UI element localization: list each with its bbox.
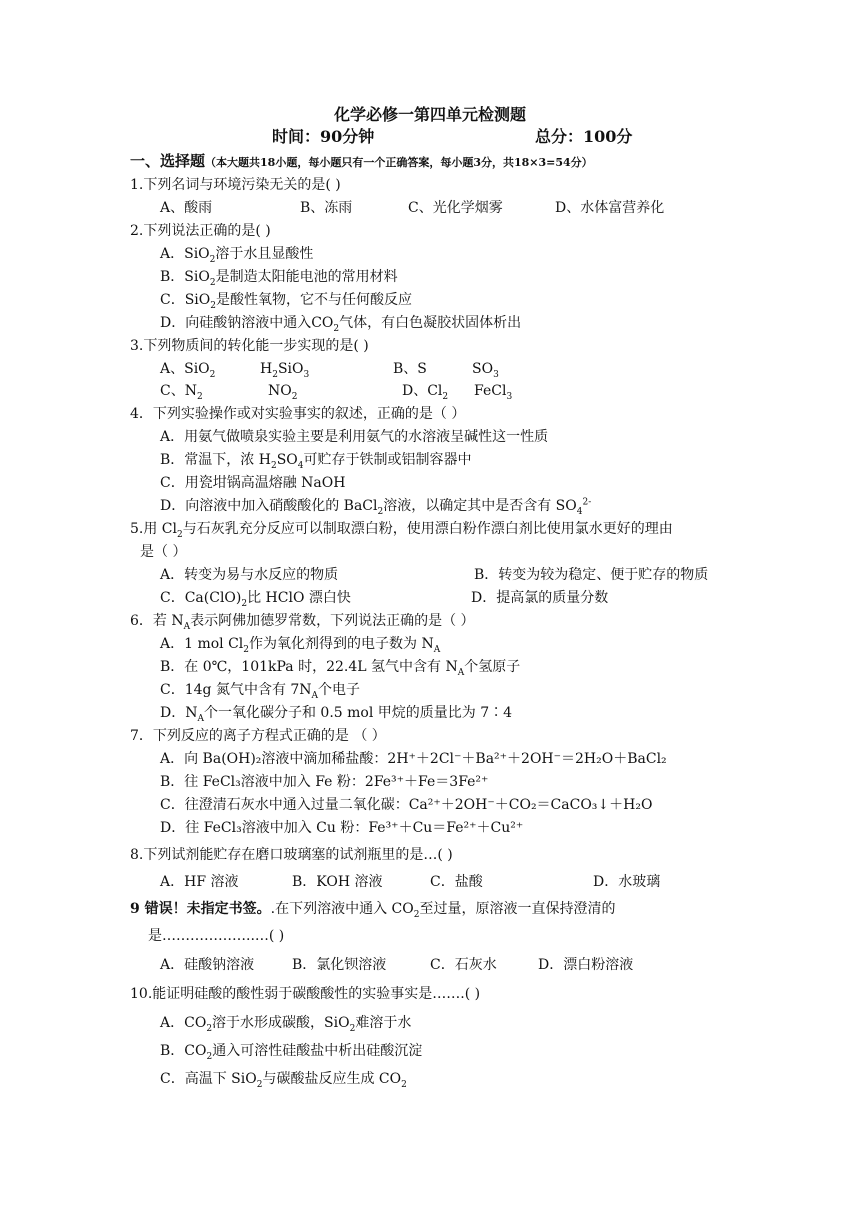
exam-time: 时间：90分钟 — [272, 127, 375, 146]
q3-option-c-to: $NO_2$ — [268, 383, 298, 402]
q9-option-c: C．石灰水 — [430, 957, 497, 973]
question-6-stem: 6．若 $N_A$表示阿佛加德罗常数，下列说法正确的是（ ） — [130, 613, 475, 632]
q9-option-a: A．硅酸钠溶液 — [160, 957, 255, 973]
q3-option-c-from: C、$N_2$ — [160, 383, 203, 402]
q3-option-a-to: $H_2SiO_3$ — [260, 361, 310, 380]
q6-option-b: B．在 0℃，101kPa 时，22.4L 氢气中含有 $N_A$个氢原子 — [160, 659, 521, 678]
question-7-stem: 7．下列反应的离子方程式正确的是 （ ） — [130, 728, 386, 744]
q7-option-d: D．往 FeCl₃溶液中加入 Cu 粉：Fe³⁺＋Cu＝Fe²⁺＋Cu²⁺ — [160, 820, 524, 836]
q1-option-d: D、水体富营养化 — [555, 200, 665, 216]
q7-option-a: A．向 Ba(OH)₂溶液中滴加稀盐酸：2H⁺＋2Cl⁻＋Ba²⁺＋2OH⁻＝2H₂O＋BaCl₂ — [160, 751, 667, 767]
question-5-stem-cont: 是（ ） — [140, 544, 187, 560]
q4-option-c: C．用瓷坩锅高温熔融 NaOH — [160, 475, 346, 491]
page-title: 化学必修一第四单元检测题 — [333, 105, 526, 124]
q3-option-d-to: FeCl$_3$ — [474, 383, 513, 402]
question-8-stem: 8.下列试剂能贮存在磨口玻璃塞的试剂瓶里的是…( ) — [130, 847, 453, 863]
q8-option-b: B．KOH 溶液 — [292, 874, 383, 890]
q10-option-a: A．$CO_2$溶于水形成碳酸，SiO$_2$难溶于水 — [160, 1015, 412, 1034]
q3-option-b-from: B、S — [393, 361, 427, 377]
q3-option-d-from: D、$Cl_2$ — [402, 383, 449, 402]
section-note: （本大题共18小题，每小题只有一个正确答案，每小题3分，共18×3=54分） — [205, 156, 593, 169]
question-10-stem: 10.能证明硅酸的酸性弱于碳酸酸性的实验事实是…….( ) — [130, 986, 481, 1002]
question-1-stem: 1.下列名词与环境污染无关的是( ) — [130, 177, 341, 193]
q3-option-b-to: $SO_3$ — [472, 361, 499, 380]
q3-option-a-from: A、SiO$_2$ — [160, 361, 216, 380]
q5-option-b: B．转变为较为稳定、便于贮存的物质 — [474, 567, 709, 583]
question-2-stem: 2.下列说法正确的是( ) — [130, 223, 271, 239]
q6-option-c: C．14g 氮气中含有 $7N_A$个电子 — [160, 682, 361, 701]
q10-option-b: B．$CO_2$通入可溶性硅酸盐中析出硅酸沉淀 — [160, 1043, 423, 1062]
q2-option-c: C．SiO$_2$是酸性氧物，它不与任何酸反应 — [160, 292, 412, 311]
q4-option-a: A．用氨气做喷泉实验主要是利用氨气的水溶液呈碱性这一性质 — [160, 429, 549, 445]
q4-option-b: B．常温下，浓 $H_2SO_4$可贮存于铁制或铝制容器中 — [160, 452, 472, 471]
q8-option-d: D．水玻璃 — [593, 874, 661, 890]
question-9-stem-cont: 是………………..…( ) — [148, 928, 285, 944]
q6-option-d: D．$N_A$个一氧化碳分子和 0.5 mol 甲烷的质量比为 7∶4 — [160, 705, 513, 724]
q2-option-a: A．SiO$_2$溶于水且显酸性 — [160, 246, 314, 265]
q9-option-b: B．氯化钡溶液 — [292, 957, 387, 973]
bookmark-error: 9 错误！未指定书签。 — [130, 901, 271, 917]
q1-option-c: C、光化学烟雾 — [408, 200, 503, 216]
section-heading — [130, 152, 593, 172]
q5-option-a: A．转变为易与水反应的物质 — [160, 567, 339, 583]
q1-option-b: B、冻雨 — [300, 200, 353, 216]
q8-option-c: C．盐酸 — [430, 874, 483, 890]
question-4-stem: 4．下列实验操作或对实验事实的叙述，正确的是（ ） — [130, 406, 466, 422]
q2-option-b: B．SiO$_2$是制造太阳能电池的常用材料 — [160, 269, 398, 288]
q2-option-d: D．向硅酸钠溶液中通入$CO_2$气体，有白色凝胶状固体析出 — [160, 315, 522, 334]
exam-score: 总分：100分 — [535, 127, 633, 146]
question-3-stem: 3.下列物质间的转化能一步实现的是( ) — [130, 338, 369, 354]
q4-option-d: D．向溶液中加入硝酸酸化的 BaCl$_2$溶液，以确定其中是否含有 $SO_4^{2-}$ — [160, 497, 592, 517]
q7-option-b: B．往 FeCl₃溶液中加入 Fe 粉：2Fe³⁺＋Fe＝3Fe²⁺ — [160, 774, 489, 790]
q6-option-a: A．1 mol $Cl_2$作为氧化剂得到的电子数为 $N_A$ — [160, 636, 441, 655]
q9-option-d: D．漂白粉溶液 — [538, 957, 634, 973]
section-title: 一、选择题 — [130, 152, 206, 170]
q5-option-d: D．提高氯的质量分数 — [471, 590, 609, 606]
q5-option-c: C．$Ca(ClO)_2$比 HClO 漂白快 — [160, 590, 351, 609]
question-5-stem: 5.用 $Cl_2$与石灰乳充分反应可以制取漂白粉，使用漂白粉作漂白剂比使用氯水更好的理由 — [130, 521, 673, 540]
q10-option-c: C．高温下 SiO$_2$与碳酸盐反应生成 $CO_2$ — [160, 1071, 407, 1090]
q1-option-a: A、酸雨 — [160, 200, 213, 216]
q8-option-a: A．HF 溶液 — [160, 874, 239, 890]
question-9-stem: 9 错误！未指定书签。.在下列溶液中通入 $CO_2$至过量，原溶液一直保持澄清的 — [130, 901, 616, 920]
q7-option-c: C．往澄清石灰水中通入过量二氧化碳：Ca²⁺＋2OH⁻＋CO₂＝CaCO₃↓＋H₂O — [160, 797, 653, 813]
